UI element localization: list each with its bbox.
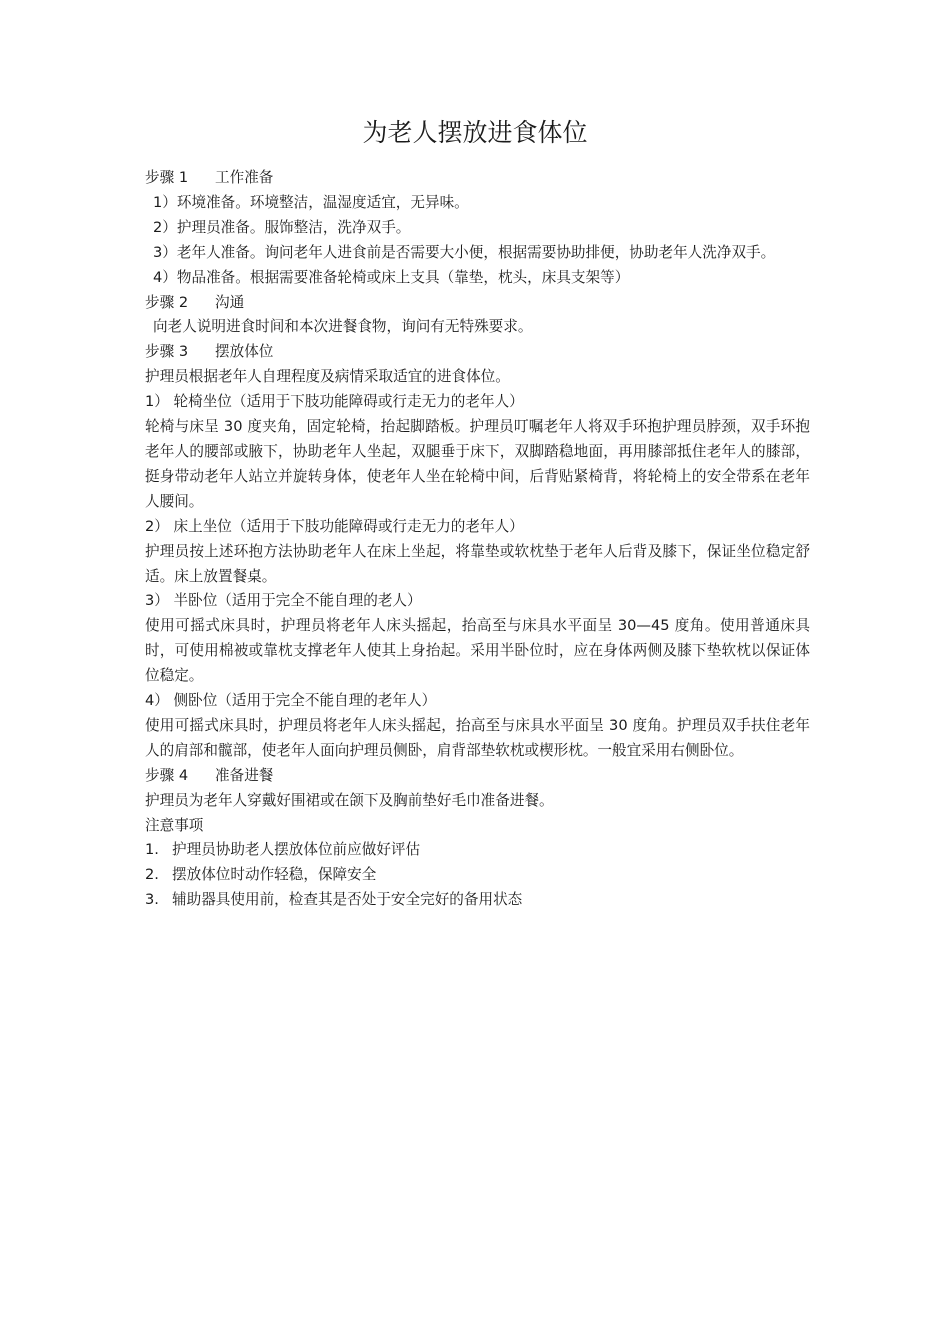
step-1-label: 步骤 1 — [145, 169, 189, 186]
step-4-heading — [145, 764, 810, 789]
step-1-item-4: 4）物品准备。根据需要准备轮椅或床上支具（靠垫，枕头，床具支架等） — [153, 268, 630, 286]
step-1-item-3: 3）老年人准备。询问老年人进食前是否需要大小便，根据需要协助排便，协助老年人洗净双手。 — [153, 243, 776, 261]
position-3-heading: 3） 半卧位（适用于完全不能自理的老人） — [145, 592, 422, 610]
note-item-3 — [145, 888, 810, 913]
position-2-text: 护理员按上述环抱方法协助老年人在床上坐起，将靠垫或软枕垫于老年人后背及膝下，保证坐位稳定舒适。床上放置餐桌。 — [145, 542, 810, 585]
step-1-name: 工作准备 — [215, 169, 274, 186]
step-2-item-1: 向老人说明进食时间和本次进餐食物，询问有无特殊要求。 — [153, 318, 533, 336]
position-4-text: 使用可摇式床具时，护理员将老年人床头摇起，抬高至与床具水平面呈 30 度角。护理员双手扶住老年人的肩部和髋部，使老年人面向护理员侧卧，肩背部垫软枕或楔形枕。一般宜采用右侧卧位。 — [145, 716, 810, 759]
note-text: 辅助器具使用前，检查其是否处于安全完好的备用状态 — [172, 891, 523, 909]
step-4-label: 步骤 4 — [145, 766, 189, 784]
step-4-name: 准备进餐 — [215, 766, 274, 784]
step-2-label: 步骤 2 — [145, 293, 189, 311]
position-2-heading: 2） 床上坐位（适用于下肢功能障碍或行走无力的老年人） — [145, 517, 524, 535]
notes-heading: 注意事项 — [145, 816, 204, 834]
position-4-heading: 4） 侧卧位（适用于完全不能自理的老年人） — [145, 692, 437, 710]
position-1-heading: 1） 轮椅坐位（适用于下肢功能障碍或行走无力的老年人） — [145, 393, 524, 411]
position-1-text: 轮椅与床呈 30 度夹角，固定轮椅，抬起脚踏板。护理员叮嘱老年人将双手环抱护理员脖颈，双手环抱老年人的腰部或腋下，协助老年人坐起，双腿垂于床下，双脚踏稳地面，再用膝部抵住老年人的膝部，挺身带动老年人站立并旋转身体，使老年人坐在轮椅中间，后背贴紧椅背，将轮椅上的安全带系在老年人腰间。 — [145, 418, 810, 510]
document-body — [145, 166, 810, 913]
note-index: 1. — [145, 841, 159, 859]
note-index: 2. — [145, 866, 159, 884]
step-2-name: 沟通 — [215, 293, 245, 311]
note-text: 护理员协助老人摆放体位前应做好评估 — [172, 841, 421, 859]
position-3-text: 使用可摇式床具时，护理员将老年人床头摇起，抬高至与床具水平面呈 30—45 度角。使用普通床具时，可使用棉被或靠枕支撑老年人使其上身抬起。采用半卧位时，应在身体两侧及膝下垫软枕以保证体位稳定。 — [145, 617, 810, 685]
note-item-2 — [145, 863, 810, 888]
step-1-heading — [145, 166, 810, 191]
step-4-item-1: 护理员为老年人穿戴好围裙或在颌下及胸前垫好毛巾准备进餐。 — [145, 791, 554, 809]
step-1-item-1: 1）环境准备。环境整洁，温湿度适宜，无异味。 — [153, 193, 469, 211]
step-3-heading — [145, 340, 810, 365]
step-3-name: 摆放体位 — [215, 343, 274, 361]
step-3-label: 步骤 3 — [145, 343, 189, 361]
document-title: 为老人摆放进食体位 — [362, 118, 588, 147]
note-text: 摆放体位时动作轻稳，保障安全 — [172, 866, 377, 884]
step-3-intro: 护理员根据老年人自理程度及病情采取适宜的进食体位。 — [145, 368, 510, 386]
step-1-item-2: 2）护理员准备。服饰整洁，洗净双手。 — [153, 218, 411, 236]
note-item-1 — [145, 838, 810, 863]
note-index: 3. — [145, 891, 159, 909]
step-2-heading — [145, 291, 810, 316]
